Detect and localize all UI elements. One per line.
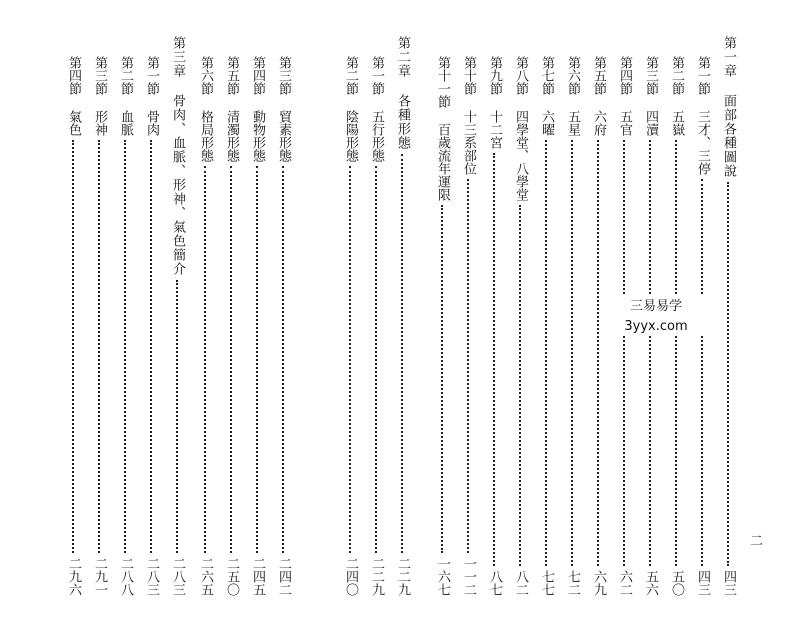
toc-entry-r10[interactable]	[483, 36, 505, 596]
toc-page: 七七	[539, 570, 554, 596]
toc-page: 二八三	[144, 557, 159, 596]
leader-dots	[204, 166, 206, 553]
toc-page: 七二	[565, 570, 580, 596]
toc-page: 二九一	[92, 557, 107, 596]
toc-entry-l9[interactable]	[62, 36, 84, 596]
leader-dots	[571, 140, 573, 566]
toc-page: 二四〇	[343, 557, 358, 596]
leader-dots	[545, 140, 547, 566]
toc-label: 第三章 骨肉、血脈、形神、氣色簡介	[170, 36, 185, 276]
toc-label: 第四節 氣色	[66, 56, 81, 136]
toc-label: 第一章 面部各種圖說	[721, 36, 736, 178]
leader-dots	[441, 205, 443, 553]
toc-page: 二二九	[369, 557, 384, 596]
leader-dots	[176, 280, 178, 553]
toc-entry-l1[interactable]	[272, 36, 294, 596]
leader-dots	[623, 140, 625, 566]
toc-label: 第二節 五嶽	[669, 56, 684, 136]
toc-label: 第十節 十三系部位	[461, 56, 476, 175]
leader-dots	[701, 179, 703, 566]
toc-entry-r11[interactable]	[457, 36, 479, 596]
toc-page: 二四二	[276, 557, 291, 596]
toc-entry-l3[interactable]	[220, 36, 242, 596]
leader-dots	[597, 140, 599, 566]
toc-entry-l5[interactable]	[166, 36, 188, 596]
toc-label: 第六節 五星	[565, 56, 580, 136]
toc-label: 第八節 四學堂、八學堂	[513, 56, 528, 201]
leader-dots	[493, 153, 495, 566]
toc-entry-r1[interactable]	[717, 36, 739, 596]
leader-dots	[401, 154, 403, 553]
toc-page: 八七	[487, 570, 502, 596]
toc-page: 二八三	[170, 557, 185, 596]
toc-entry-l2[interactable]	[246, 36, 268, 596]
toc-page: 六二	[617, 570, 632, 596]
toc-entry-l6[interactable]	[140, 36, 162, 596]
toc-entry-r8[interactable]	[535, 36, 557, 596]
toc-entry-l4[interactable]	[194, 36, 216, 596]
toc-page: 四三	[721, 570, 736, 596]
toc-label: 第五節 六府	[591, 56, 606, 136]
toc-page: 二二九	[395, 557, 410, 596]
toc-page: 二四五	[250, 557, 265, 596]
toc-label: 第七節 六曜	[539, 56, 554, 136]
toc-label: 第一節 三才、三停	[695, 56, 710, 175]
page-number: 二	[750, 534, 764, 549]
toc-label: 第二節 血脈	[118, 56, 133, 136]
leader-dots	[124, 140, 126, 553]
watermark	[606, 296, 706, 336]
toc-entry-r7[interactable]	[561, 36, 583, 596]
toc-page: 八二	[513, 570, 528, 596]
toc-label: 第一節 五行形態	[369, 56, 384, 162]
leader-dots	[230, 166, 232, 553]
leader-dots	[519, 205, 521, 566]
toc-page: 二九六	[66, 557, 81, 596]
leader-dots	[150, 140, 152, 553]
toc-label: 第三節 形神	[92, 56, 107, 136]
toc-entry-l7[interactable]	[114, 36, 136, 596]
toc-page: 一一二	[461, 557, 476, 596]
leader-dots	[98, 140, 100, 553]
toc-page: 四三	[695, 570, 710, 596]
toc-label: 第六節 格局形態	[198, 56, 213, 162]
toc-label: 第九節 十二宮	[487, 56, 502, 149]
toc-page: 五〇	[669, 570, 684, 596]
leader-dots	[727, 182, 729, 566]
toc-label: 第二節 陰陽形態	[343, 56, 358, 162]
watermark-cn: 三易易学	[629, 299, 682, 314]
toc-label: 第五節 清濁形態	[224, 56, 239, 162]
leader-dots	[649, 140, 651, 566]
toc-page: 二八八	[118, 557, 133, 596]
toc-page: 五六	[643, 570, 658, 596]
toc-entry-l8[interactable]	[88, 36, 110, 596]
leader-dots	[467, 179, 469, 553]
watermark-url: 3yyx.com	[624, 319, 688, 334]
toc-page: 二六五	[198, 557, 213, 596]
toc-page: 一六七	[435, 557, 450, 596]
toc-entry-r12[interactable]	[431, 36, 453, 596]
toc-label: 第二章 各種形態	[395, 36, 410, 150]
leader-dots	[72, 140, 74, 553]
toc-entry-r9[interactable]	[509, 36, 531, 596]
leader-dots	[282, 166, 284, 553]
right-page	[343, 0, 790, 636]
toc-page: 六九	[591, 570, 606, 596]
toc-label: 第四節 動物形態	[250, 56, 265, 162]
leader-dots	[675, 140, 677, 566]
toc-label: 第四節 五官	[617, 56, 632, 136]
toc-page: 二五〇	[224, 557, 239, 596]
toc-label: 第三節 四瀆	[643, 56, 658, 136]
toc-label: 第十一節 百歲流年運限	[435, 56, 450, 201]
toc-label: 第三節 貿素形態	[276, 56, 291, 162]
toc-label: 第一節 骨肉	[144, 56, 159, 136]
leader-dots	[256, 166, 258, 553]
